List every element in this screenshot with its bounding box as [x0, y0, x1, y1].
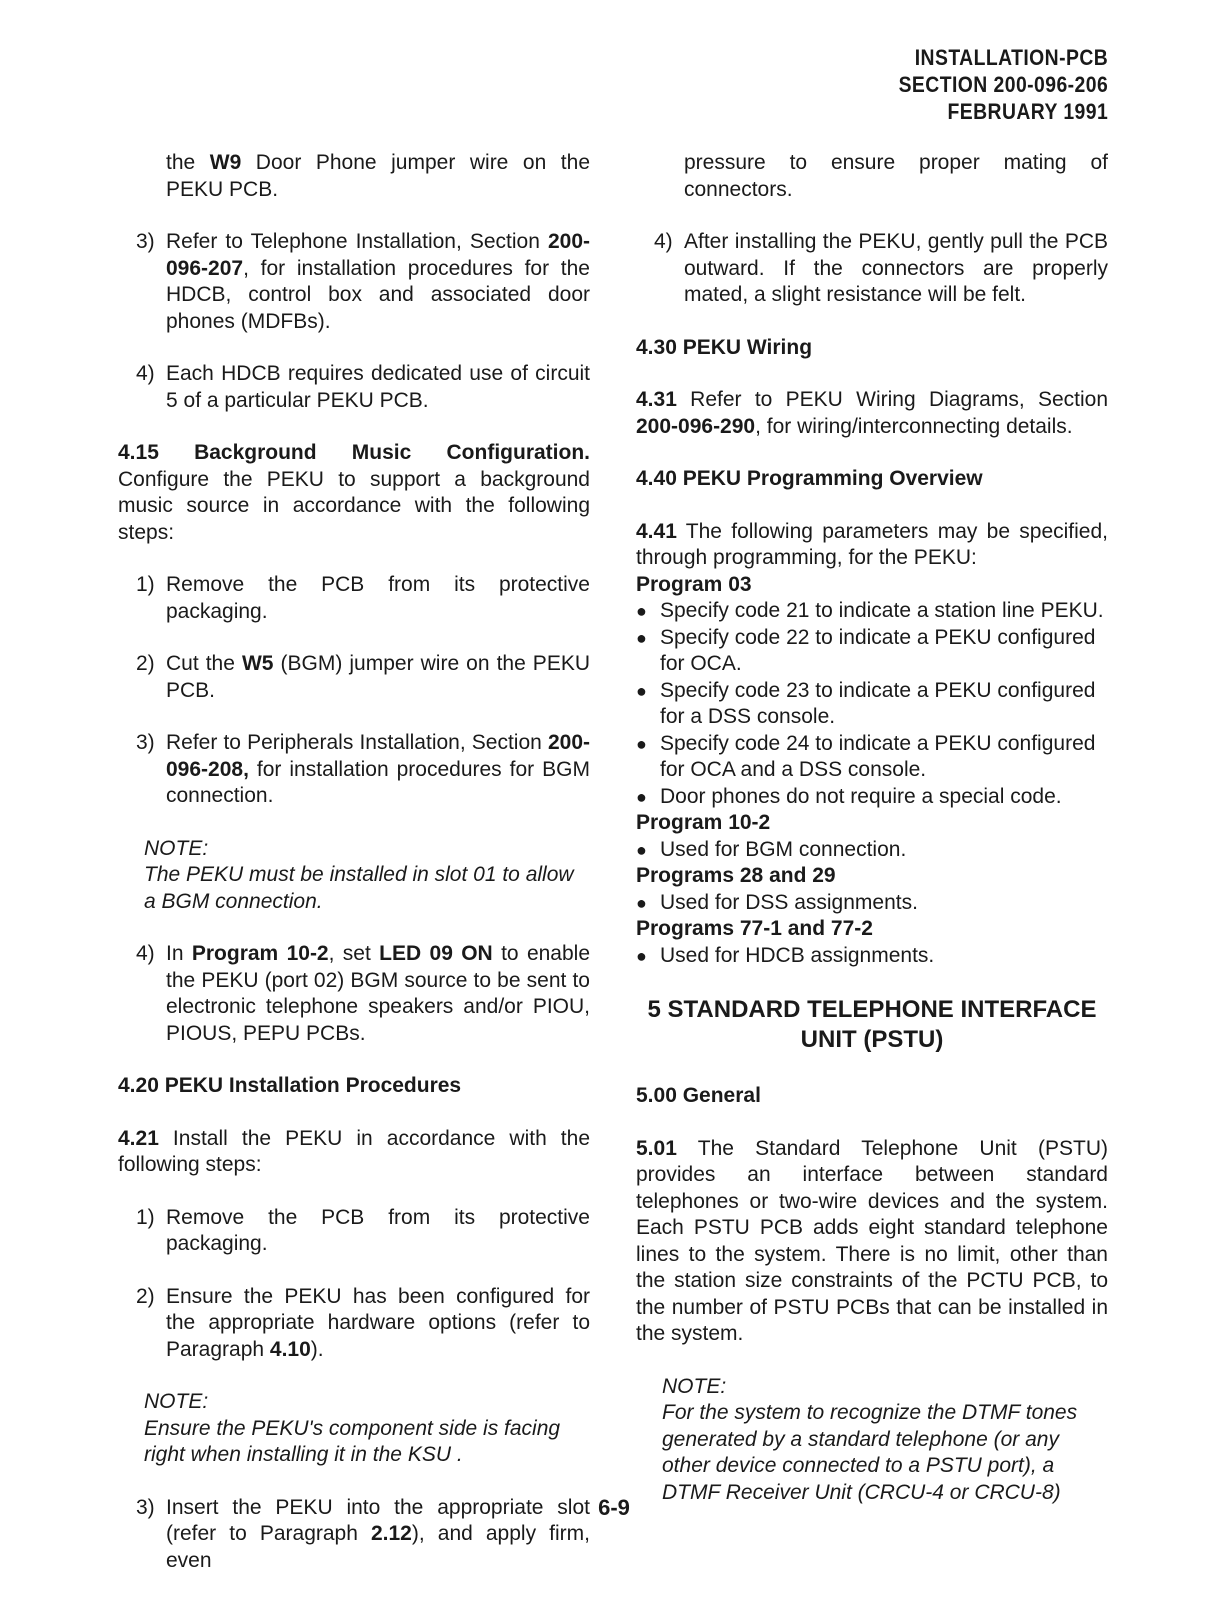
heading-4-40: 4.40 PEKU Programming Overview	[636, 467, 983, 490]
continued-step-text: pressure to ensure proper mating of connectors.	[684, 151, 1108, 201]
bullet-icon: ●	[636, 892, 647, 913]
bullet-item: ● Specify code 21 to indicate a station line PEKU.	[636, 598, 1108, 625]
bullet-item: ● Specify code 23 to indicate a PEKU configured for a DSS console.	[636, 678, 1108, 731]
header-title: INSTALLATION-PCB	[914, 45, 1108, 70]
note-bgm-slot: NOTE: The PEKU must be installed in slot 01 to allow a BGM connection.	[144, 836, 574, 913]
page-header	[898, 44, 1108, 125]
header-section: SECTION 200-096-206	[898, 72, 1108, 97]
note-component-side: NOTE: Ensure the PEKU's component side is facing right when installing it in the KSU .	[144, 1390, 561, 1466]
list-item: 3) Insert the PEKU into the appropriate slot (refer to Paragraph 2.12), and apply firm, even	[136, 1495, 590, 1572]
bullet-item: ● Used for BGM connection.	[636, 837, 1108, 864]
list-item: 3) Refer to Peripherals Installation, Section 200-096-208, for installation procedures for BGM connection.	[136, 731, 590, 807]
programs-77-heading: Programs 77-1 and 77-2	[636, 917, 873, 940]
bullet-icon: ●	[636, 786, 647, 807]
list-item: 4) In Program 10-2, set LED 09 ON to enable the PEKU (port 02) BGM source to be sent to electronic telephone speakers and/or PIOU, PIOUS, PEPU PCBs.	[136, 942, 591, 1045]
list-item: 4) Each HDCB requires dedicated use of circuit 5 of a particular PEKU PCB.	[136, 362, 590, 412]
bullet-item: ● Used for HDCB assignments.	[636, 943, 1108, 970]
heading-4-30: 4.30 PEKU Wiring	[636, 335, 813, 359]
right-column	[636, 150, 1108, 1532]
list-item: 4) After installing the PEKU, gently pull the PCB outward. If the connectors are properly mated, a slight resistance will be felt.	[654, 230, 1108, 306]
bullet-icon: ●	[636, 945, 647, 966]
paragraph-4-21: 4.21 Install the PEKU in accordance with the following steps:	[118, 1126, 590, 1176]
left-column	[118, 150, 590, 1600]
bullet-icon: ●	[636, 601, 647, 621]
list-item: 1) Remove the PCB from its protective packaging.	[136, 1205, 590, 1255]
program-10-2-heading: Program 10-2	[636, 811, 771, 834]
list-item: 3) Refer to Telephone Installation, Section 200-096-207, for installation procedures for the HDCB, control box and associated door phones (MDFBs).	[136, 230, 590, 333]
paragraph-5-01: 5.01 The Standard Telephone Unit (PSTU) provides an interface between standard telephones or two-wire devices and the system. Each PSTU PCB adds eight standard telephone lines to the system. There is no limit, other than the station size constraints of the PCTU PCB, to the number of PSTU PCBs that can be installed in the system.	[636, 1136, 1108, 1345]
heading-5-00: 5.00 General	[636, 1084, 761, 1107]
heading-4-20: 4.20 PEKU Installation Procedures	[118, 1074, 462, 1097]
bullet-icon: ●	[636, 733, 647, 754]
paragraph-4-15: 4.15 Background Music Configuration. Configure the PEKU to support a background music source in accordance with the following steps:	[118, 441, 590, 544]
section-5-title: 5 STANDARD TELEPHONE INTERFACE UNIT (PSTU)	[647, 996, 1097, 1053]
list-item: 2) Ensure the PEKU has been configured for the appropriate hardware options (refer to Paragraph 4.10).	[136, 1284, 590, 1361]
note-dtmf: NOTE: For the system to recognize the DTMF tones generated by a standard telephone (or any other device connected to a PSTU port), a DTMF Receiver Unit (CRCU-4 or CRCU-8)	[662, 1374, 1078, 1504]
page-number: 6-9	[598, 1495, 630, 1520]
header-date: FEBRUARY 1991	[947, 99, 1108, 124]
bullet-item: ● Used for DSS assignments.	[636, 890, 1108, 917]
programs-28-29-heading: Programs 28 and 29	[636, 864, 836, 887]
paragraph-4-41: 4.41 The following parameters may be specified, through programming, for the PEKU:	[636, 519, 1108, 569]
bullet-icon: ●	[636, 839, 647, 860]
program-03-heading: Program 03	[636, 572, 752, 596]
continued-step-text: the W9 Door Phone jumper wire on the PEKU PCB.	[166, 151, 591, 201]
bullet-item: ● Specify code 24 to indicate a PEKU configured for OCA and a DSS console.	[636, 731, 1108, 784]
list-item: 2) Cut the W5 (BGM) jumper wire on the PEKU PCB.	[136, 652, 590, 702]
bullet-item: ● Specify code 22 to indicate a PEKU configured for OCA.	[636, 625, 1108, 678]
bullet-icon: ●	[636, 680, 647, 701]
bullet-icon: ●	[636, 627, 647, 648]
paragraph-4-31: 4.31 Refer to PEKU Wiring Diagrams, Section 200-096-290, for wiring/interconnecting details.	[636, 388, 1108, 438]
list-item: 1) Remove the PCB from its protective packaging.	[136, 573, 590, 623]
bullet-item: ● Door phones do not require a special code.	[636, 784, 1108, 811]
